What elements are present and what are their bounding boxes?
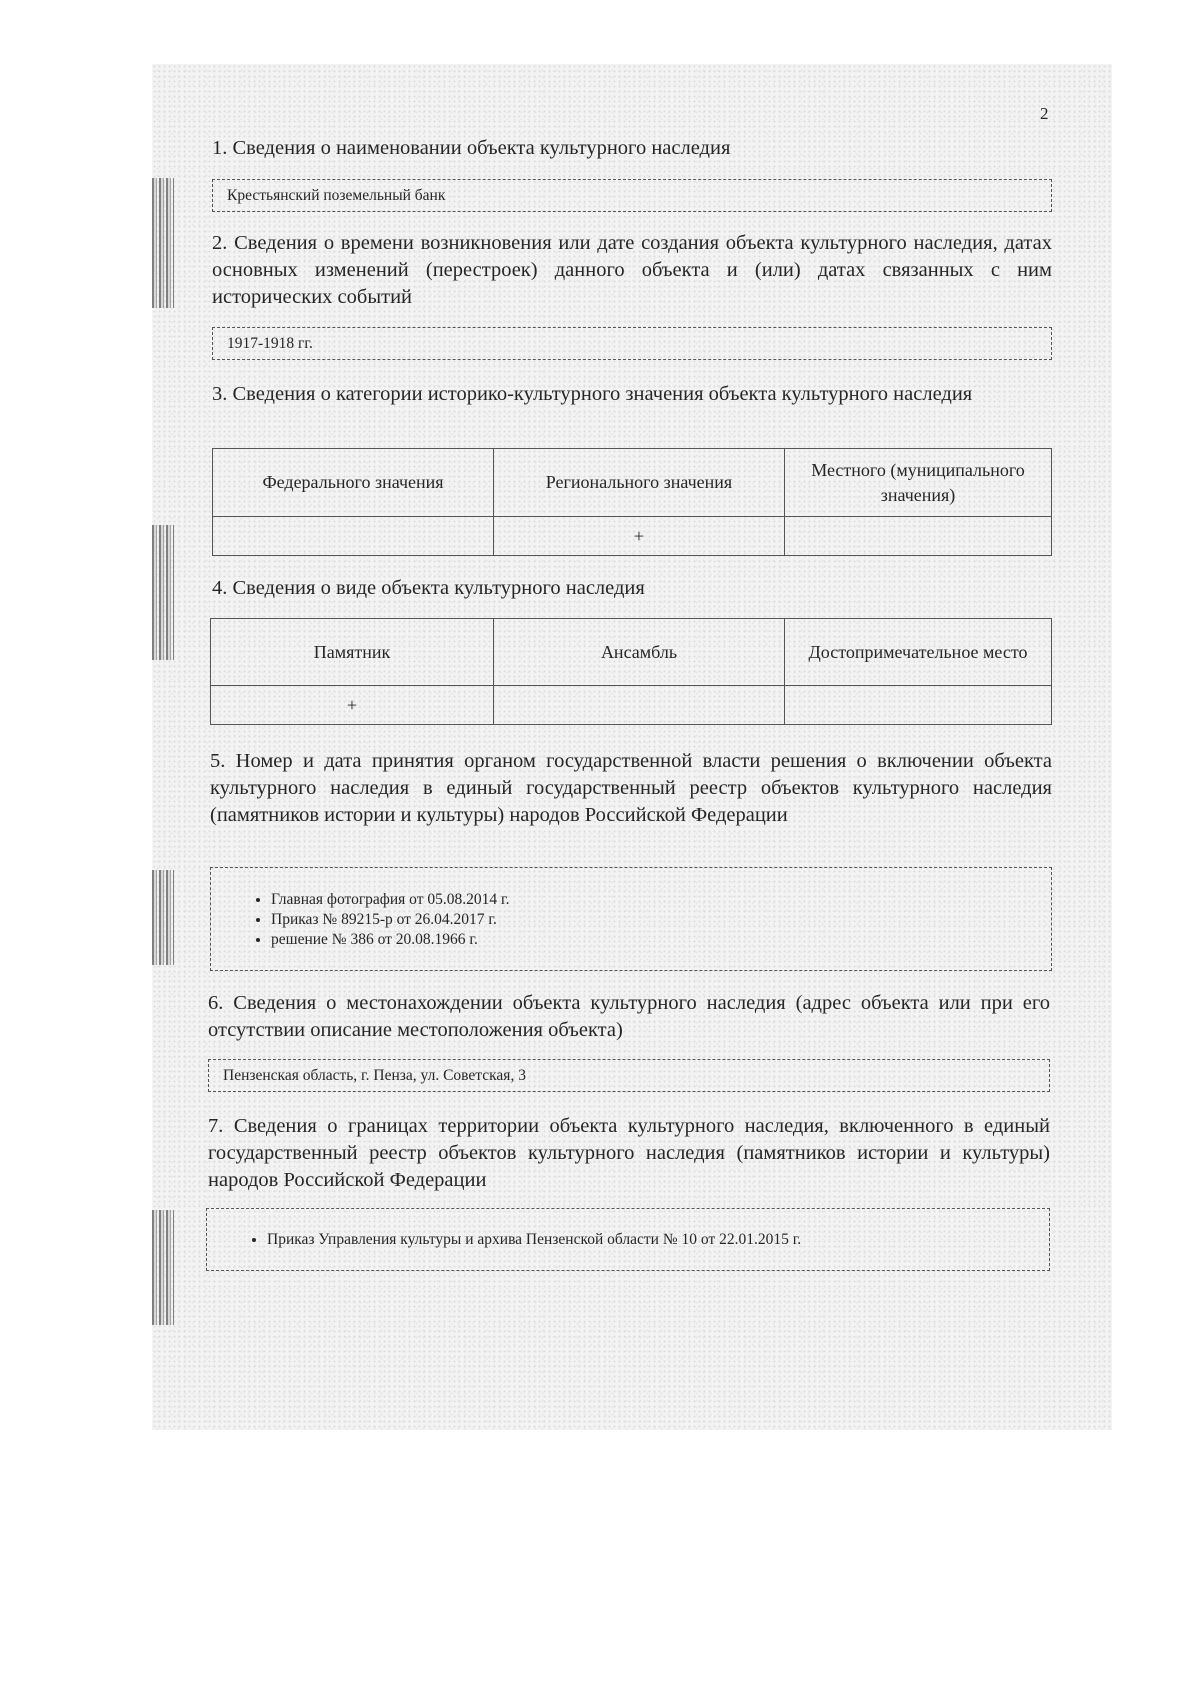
type-monument-header: Памятник xyxy=(211,619,494,686)
type-ensemble-mark xyxy=(494,686,785,725)
registry-decisions-list xyxy=(211,890,1051,950)
scan-edge-artifact xyxy=(152,1210,174,1325)
category-table xyxy=(212,448,1052,556)
scan-edge-artifact xyxy=(152,525,174,660)
section-6-value-box xyxy=(208,1059,1050,1092)
page-number: 2 xyxy=(1040,104,1049,123)
section-5-registry-box xyxy=(210,867,1052,971)
category-table-mark-row xyxy=(213,517,1052,556)
type-monument-mark: + xyxy=(211,686,494,725)
category-local-header: Местного (муниципального значения) xyxy=(785,449,1052,517)
boundaries-list xyxy=(207,1230,801,1250)
category-federal-header: Федерального значения xyxy=(213,449,494,517)
section-6-heading: 6. Сведения о местонахождении объекта культурного наследия (адрес объекта или при его отсутствии описание местоположения объекта) xyxy=(208,992,1050,1041)
section-7-boundaries-box xyxy=(206,1208,1050,1271)
list-item: • Приказ № 89215-р от 26.04.2017 г. xyxy=(271,910,1051,930)
address-value: Пензенская область, г. Пенза, ул. Советская, 3 xyxy=(223,1066,526,1084)
section-2-heading: 2. Сведения о времени возникновения или дате создания объекта культурного наследия, датах основных изменений (перестроек) данного объекта и (или) датах связанных с ним исторических событий xyxy=(212,232,1052,308)
creation-date-value: 1917-1918 гг. xyxy=(227,334,313,352)
section-7-heading: 7. Сведения о границах территории объекта культурного наследия, включенного в единый государственный реестр объектов культурного наследия (памятников истории и культуры) народов Российской Федерации xyxy=(208,1115,1050,1191)
section-4-heading: 4. Сведения о виде объекта культурного наследия xyxy=(212,577,645,599)
section-1-heading: 1. Сведения о наименовании объекта культурного наследия xyxy=(212,137,731,159)
list-item: • Главная фотография от 05.08.2014 г. xyxy=(271,890,1051,910)
category-federal-mark xyxy=(213,517,494,556)
category-regional-header: Регионального значения xyxy=(494,449,785,517)
category-table-header-row xyxy=(213,449,1052,517)
section-2-value-box xyxy=(212,327,1052,360)
type-table xyxy=(210,618,1052,725)
type-table-header-row xyxy=(211,619,1052,686)
type-landmark-header: Достопримечательное место xyxy=(785,619,1052,686)
category-regional-mark: + xyxy=(494,517,785,556)
scan-edge-artifact xyxy=(152,178,174,308)
section-5-heading: 5. Номер и дата принятия органом государственной власти решения о включении объекта культурного наследия в единый государственный реестр объектов культурного наследия (памятников истории и культуры) народов Российской Федерации xyxy=(210,750,1052,826)
scan-edge-artifact xyxy=(152,870,174,965)
object-name-value: Крестьянский поземельный банк xyxy=(227,186,446,204)
section-1-value-box xyxy=(212,179,1052,212)
list-item: • решение № 386 от 20.08.1966 г. xyxy=(271,930,1051,950)
section-3-heading: 3. Сведения о категории историко-культурного значения объекта культурного наследия xyxy=(212,383,973,405)
type-table-mark-row xyxy=(211,686,1052,725)
list-item: • Приказ Управления культуры и архива Пензенской области № 10 от 22.01.2015 г. xyxy=(267,1230,801,1250)
category-local-mark xyxy=(785,517,1052,556)
type-ensemble-header: Ансамбль xyxy=(494,619,785,686)
type-landmark-mark xyxy=(785,686,1052,725)
